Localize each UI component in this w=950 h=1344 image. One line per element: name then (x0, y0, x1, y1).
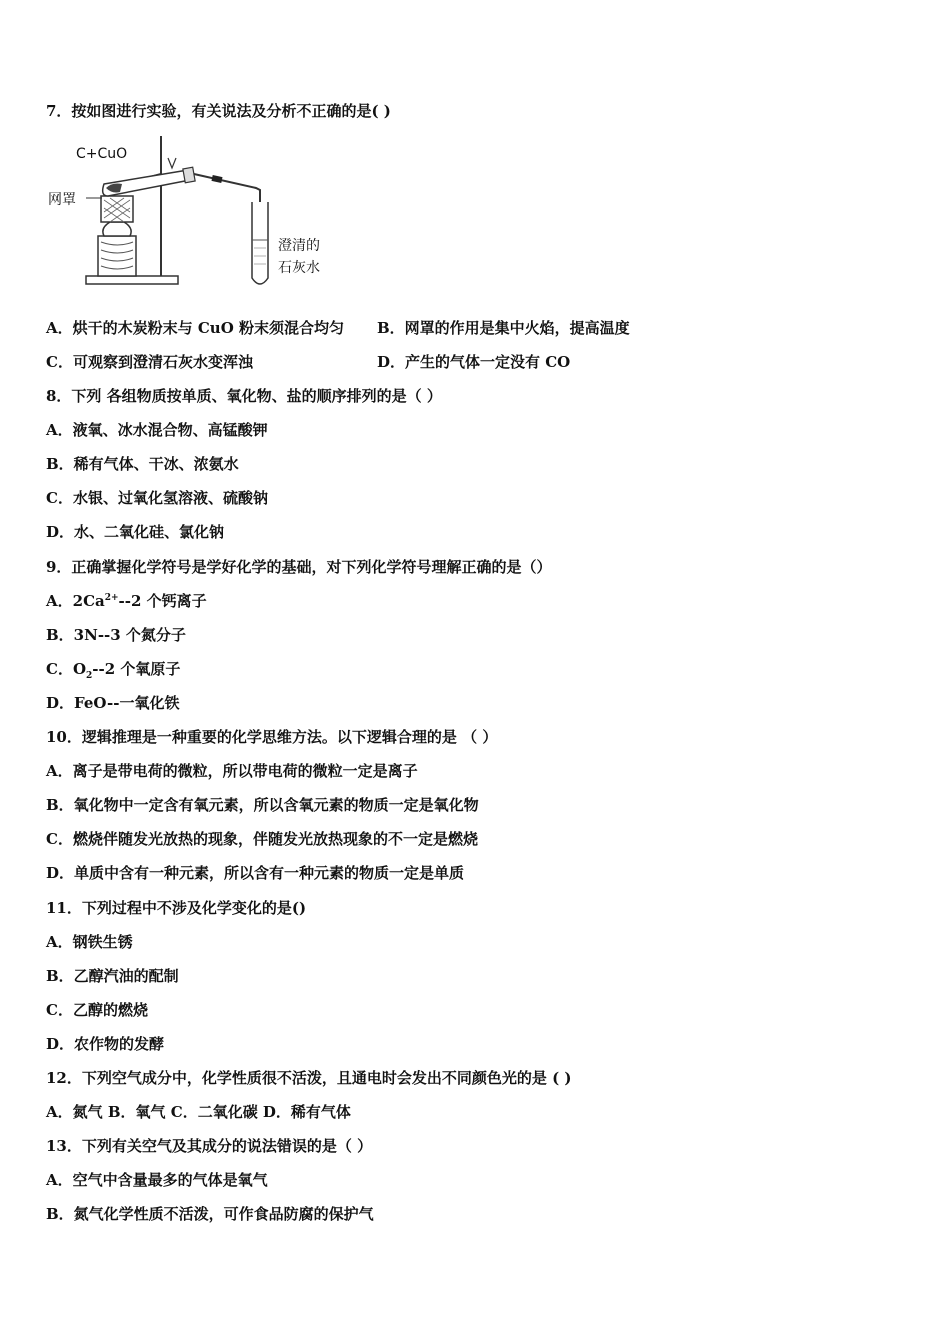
q9-option-a (46, 591, 207, 611)
q10-option-c: C．燃烧伴随发光放热的现象，伴随发光放热现象的不一定是燃烧 (46, 830, 478, 848)
q12-options: A．氮气 B．氧气 C．二氧化碳 D．稀有气体 (46, 1103, 351, 1121)
question-11-stem: 11．下列过程中不涉及化学变化的是() (46, 899, 307, 917)
q10-option-d: D．单质中含有一种元素，所以含有一种元素的物质一定是单质 (46, 864, 465, 882)
question-13-stem: 13．下列有关空气及其成分的说法错误的是（ ） (46, 1137, 373, 1155)
label-gauze: 网罩 (48, 192, 76, 208)
q9-option-d: D．FeO--一氧化铁 (46, 694, 180, 712)
question-12-stem: 12．下列空气成分中，化学性质很不活泼，且通电时会发出不同颜色光的是 ( ) (46, 1069, 572, 1087)
q9-option-a-prefix: A．2Ca (46, 592, 105, 610)
q10-option-b: B．氧化物中一定含有氧元素，所以含氧元素的物质一定是氧化物 (46, 796, 479, 814)
q8-option-c: C．水银、过氧化氢溶液、硫酸钠 (46, 489, 268, 507)
question-8-stem: 8．下列 各组物质按单质、氧化物、盐的顺序排列的是（ ） (46, 387, 442, 405)
q11-option-d: D．农作物的发酵 (46, 1035, 165, 1053)
question-9-stem: 9．正确掌握化学符号是学好化学的基础，对下列化学符号理解正确的是（） (46, 558, 552, 576)
q7-option-b: B．网罩的作用是集中火焰，提高温度 (377, 319, 630, 337)
q11-option-a: A．钢铁生锈 (46, 933, 133, 951)
q9-option-c-prefix: C．O (46, 660, 87, 678)
label-reactants: C+CuO (76, 146, 128, 162)
q7-option-c: C．可观察到澄清石灰水变浑浊 (46, 353, 253, 371)
q8-option-d: D．水、二氧化硅、氯化钠 (46, 523, 225, 541)
q9-option-c-subscript: 2 (86, 671, 93, 681)
q13-option-a: A．空气中含量最多的气体是氧气 (46, 1171, 268, 1189)
q7-option-d: D．产生的气体一定没有 CO (377, 353, 571, 371)
q9-option-b: B．3N--3 个氮分子 (46, 626, 186, 644)
q9-option-c (46, 659, 180, 679)
q11-option-b: B．乙醇汽油的配制 (46, 967, 179, 985)
label-limewater-2: 石灰水 (278, 260, 320, 276)
q9-option-a-charge: 2+ (104, 593, 119, 603)
q7-option-a: A．烘干的木炭粉末与 CuO 粉末须混合均匀 (46, 319, 344, 337)
question-7-stem: 7．按如图进行实验，有关说法及分析不正确的是( ) (46, 102, 391, 120)
question-10-stem: 10．逻辑推理是一种重要的化学思维方法。以下逻辑合理的是 （ ） (46, 728, 498, 746)
q10-option-a: A．离子是带电荷的微粒，所以带电荷的微粒一定是离子 (46, 762, 418, 780)
q13-option-b: B．氮气化学性质不活泼，可作食品防腐的保护气 (46, 1205, 374, 1223)
q9-option-c-suffix: --2 个氧原子 (92, 660, 181, 678)
q8-option-a: A．液氧、冰水混合物、高锰酸钾 (46, 421, 268, 439)
q9-option-a-suffix: --2 个钙离子 (118, 592, 207, 610)
q8-option-b: B．稀有气体、干冰、浓氨水 (46, 455, 239, 473)
q11-option-c: C．乙醇的燃烧 (46, 1001, 148, 1019)
label-limewater-1: 澄清的 (278, 238, 320, 254)
experiment-apparatus-figure (46, 128, 346, 296)
